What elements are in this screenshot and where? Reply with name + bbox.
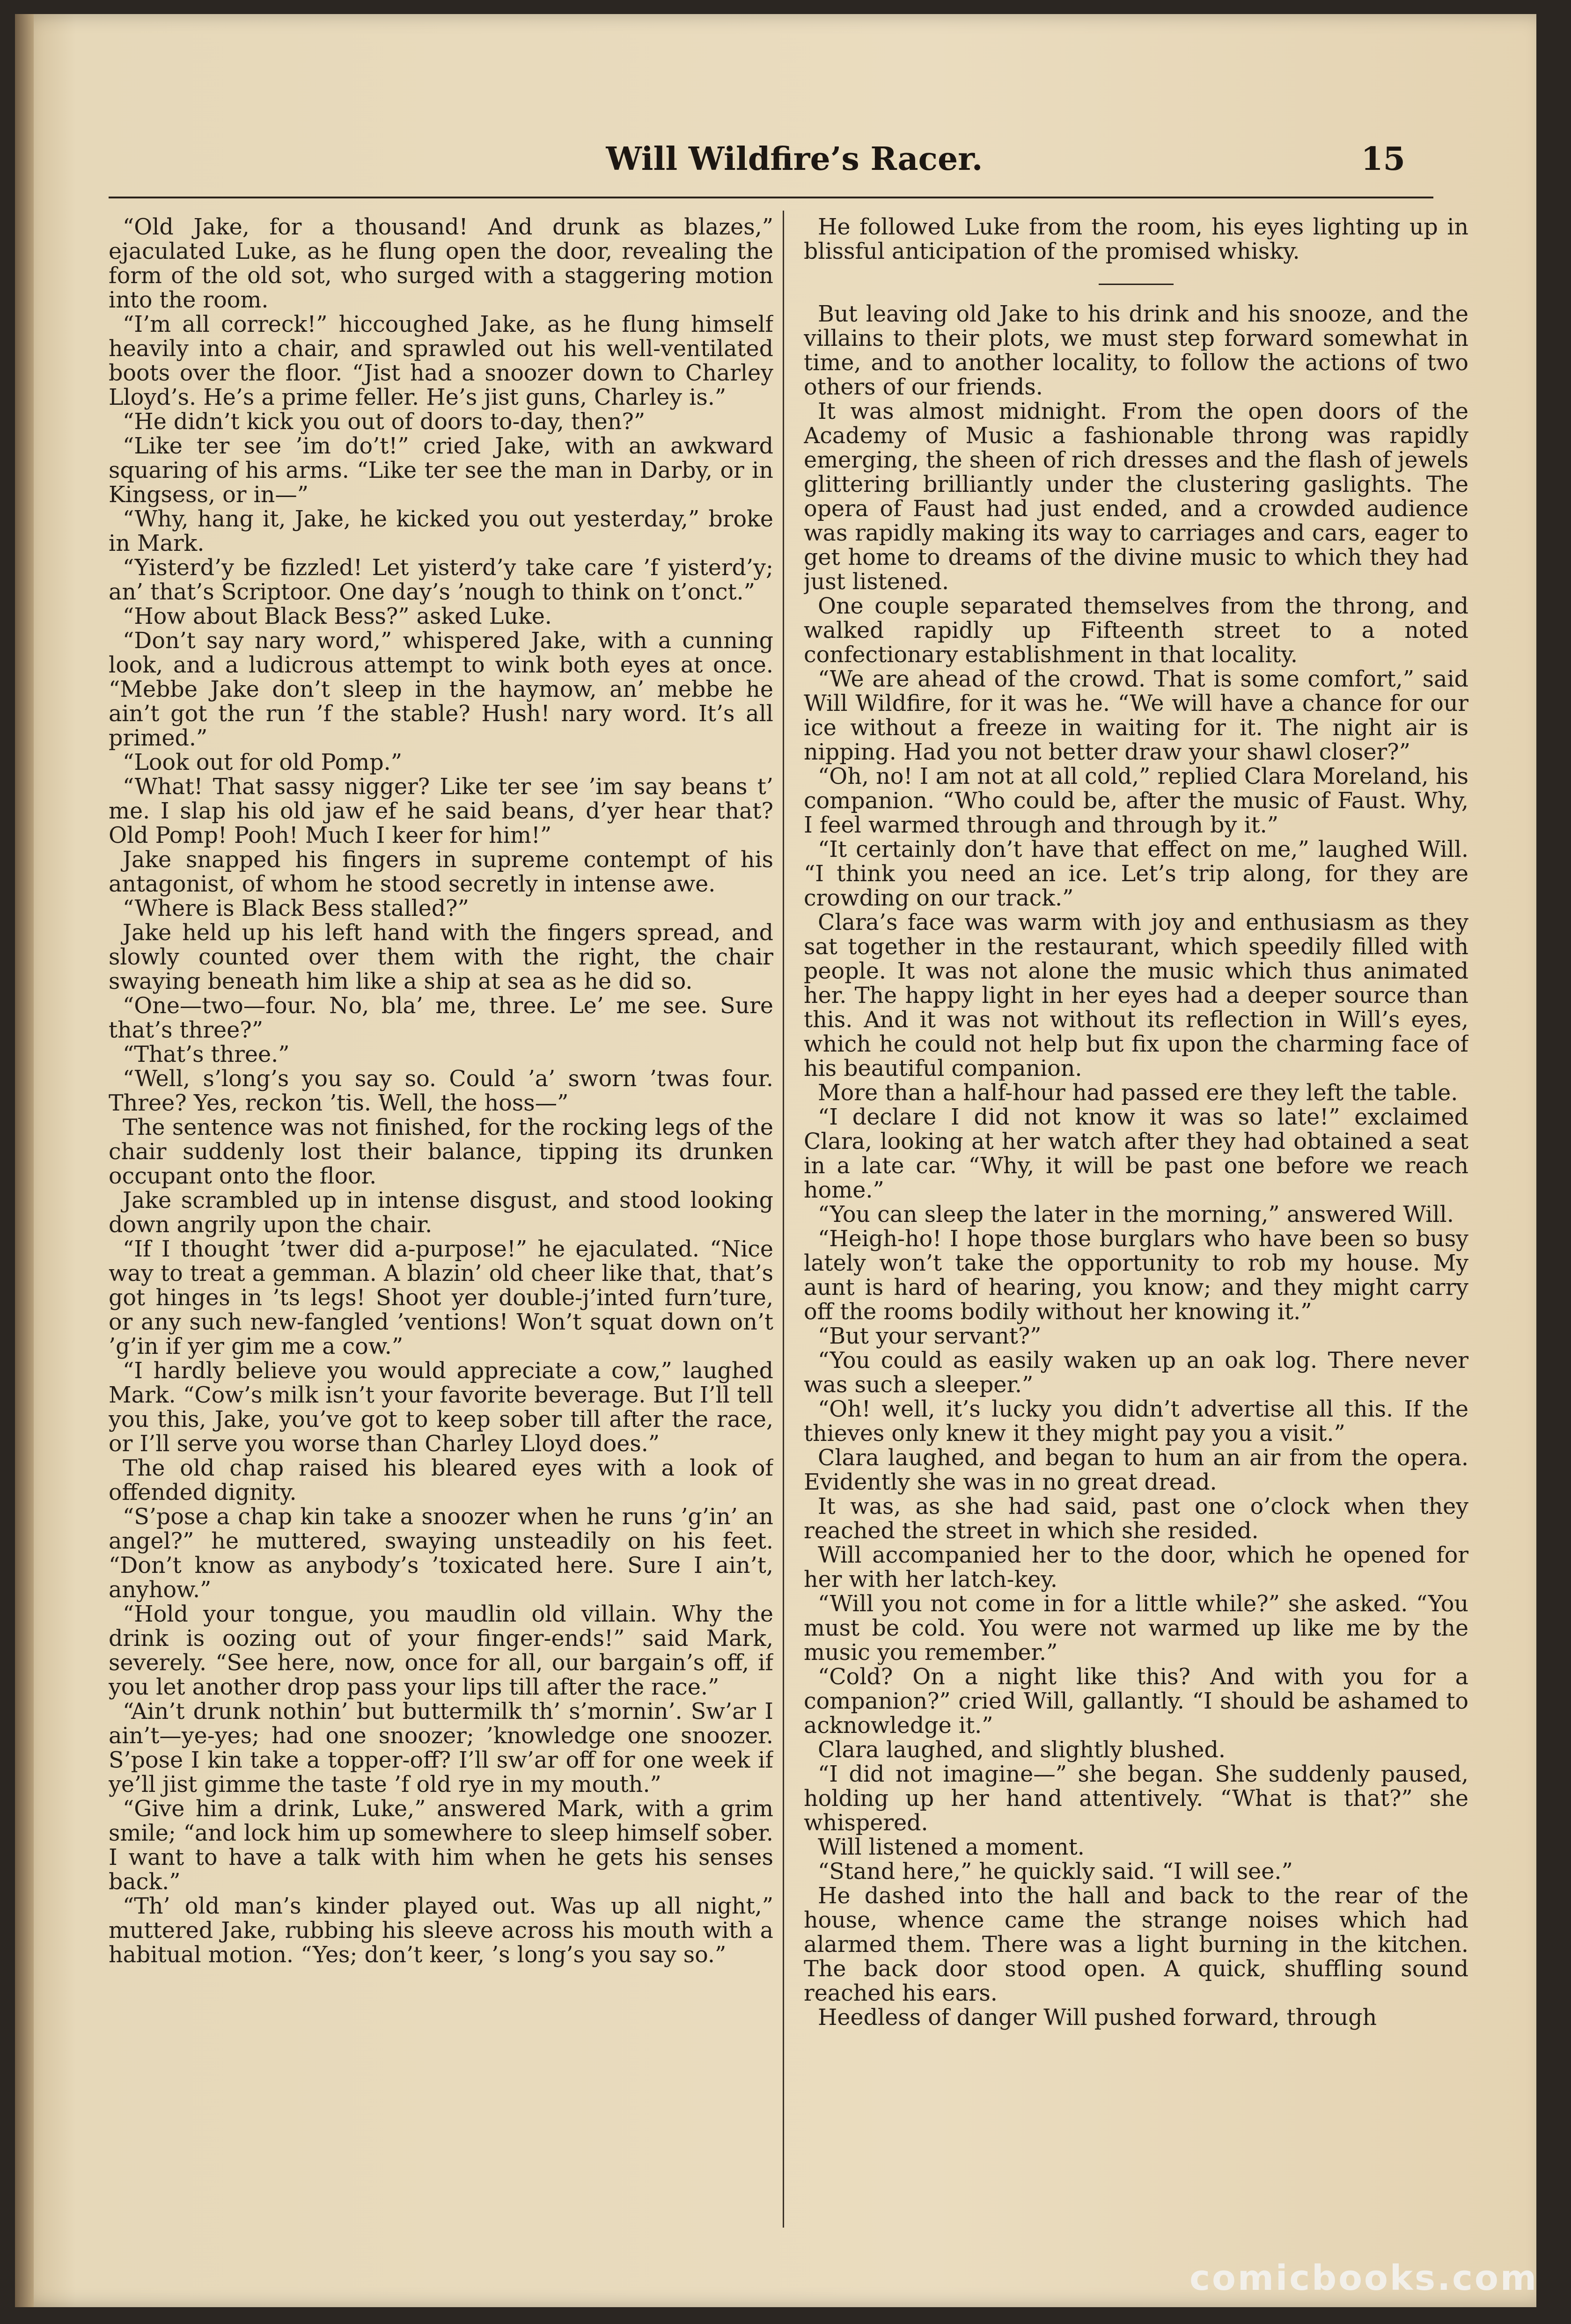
paragraph: Will accompanied her to the door, which he opened for her with her latch-key. — [804, 1542, 1468, 1593]
paragraph: “Look out for old Pomp.” — [123, 750, 403, 775]
paragraph: “Heigh-ho! I hope those burglars who have been so busy lately won’t take the opportunity to rob my house. My aunt is hard of hearing, you know; and they might carry off the rooms bodily without her knowing it.” — [804, 1226, 1468, 1325]
section-separator — [804, 270, 1468, 295]
paragraph: But leaving old Jake to his drink and his snooze, and the villains to their plots, we must step forward somewhat in time, and to another locality, to follow the actions of two others of our friends. — [804, 301, 1468, 400]
paragraph: It was, as she had said, past one o’clock when they reached the street in which she resided. — [804, 1494, 1468, 1544]
page-binding — [15, 14, 34, 2307]
paragraph: “Why, hang it, Jake, he kicked you out yesterday,” broke in Mark. — [109, 506, 773, 556]
paragraph: It was almost midnight. From the open doors of the Academy of Music a fashionable throng was rapidly emerging, the sheen of rich dresses and the flash of jewels glittering brilliantly under the clustering gaslights. The opera of Faust had just ended, and a crowded audience was rapidly making its way to carriages and cars, eager to get home to dreams of the divine music to which they had just listened. — [804, 399, 1468, 595]
column-divider — [783, 211, 784, 2228]
paragraph: “But your servant?” — [818, 1323, 1042, 1349]
paragraph: “Hold your tongue, you maudlin old villain. Why the drink is oozing out of your finger-ends!” said Mark, severely. “See here, now, once for all, our bargain’s off, if you let another drop pass your lips till after the race.” — [109, 1601, 773, 1700]
paragraph: Jake snapped his fingers in supreme contempt of his antagonist, of whom he stood secretly in intense awe. — [109, 847, 773, 897]
paragraph: Clara laughed, and began to hum an air from the opera. Evidently she was in no great dread. — [804, 1445, 1468, 1495]
running-title: Will Wildfire’s Racer. — [606, 140, 983, 178]
paragraph: “How about Black Bess?” asked Luke. — [123, 604, 552, 629]
paragraph: Jake scrambled up in intense disgust, and stood looking down angrily upon the chair. — [109, 1188, 773, 1238]
paragraph: “Stand here,” he quickly said. “I will see.” — [818, 1859, 1293, 1885]
paragraph: “What! That sassy nigger? Like ter see ’im say beans t’ me. I slap his old jaw ef he said beans, d’yer hear that? Old Pomp! Pooh! Much I keer for him!” — [109, 774, 773, 848]
paragraph: “I’m all correck!” hiccoughed Jake, as he flung himself heavily into a chair, and sprawled out his well-ventilated boots over the floor. “Jist had a snoozer down to Charley Lloyd’s. He’s a prime feller. He’s jist guns, Charley is.” — [109, 312, 773, 410]
paragraph: “One—two—four. No, bla’ me, three. Le’ me see. Sure that’s three?” — [109, 993, 773, 1043]
paragraph: “I did not imagine—” she began. She suddenly paused, holding up her hand attentively. “What is that?” she whispered. — [804, 1761, 1468, 1836]
paragraph: “Oh, no! I am not at all cold,” replied Clara Moreland, his companion. “Who could be, after the music of Faust. Why, I feel warmed through and through by it.” — [804, 764, 1468, 838]
paragraph: “You can sleep the later in the morning,” answered Will. — [818, 1202, 1454, 1228]
paragraph: The sentence was not finished, for the rocking legs of the chair suddenly lost their balance, tipping its drunken occupant onto the floor. — [109, 1115, 773, 1189]
paragraph: “It certainly don’t have that effect on me,” laughed Will. “I think you need an ice. Let’s trip along, for they are crowding on our track.” — [804, 837, 1468, 911]
paragraph: “Well, s’long’s you say so. Could ’a’ sworn ’twas four. Three? Yes, reckon ’tis. Well, the hoss—” — [109, 1066, 773, 1116]
paragraph: “Give him a drink, Luke,” answered Mark, with a grim smile; “and lock him up somewhere to sleep himself sober. I want to have a talk with him when he gets his senses back.” — [109, 1796, 773, 1895]
paragraph: “I declare I did not know it was so late!” exclaimed Clara, looking at her watch after they had obtained a seat in a late car. “Why, it will be past one before we reach home.” — [804, 1104, 1468, 1203]
paragraph: Jake held up his left hand with the fingers spread, and slowly counted over them with the right, the chair swaying beneath him like a ship at sea as he did so. — [109, 920, 773, 994]
header-rule — [109, 197, 1433, 198]
paragraph: “Like ter see ’im do’t!” cried Jake, with an awkward squaring of his arms. “Like ter see the man in Darby, or in Kingsess, or in—” — [109, 433, 773, 508]
left-column — [109, 215, 773, 2228]
paragraph: “Will you not come in for a little while?” she asked. “You must be cold. You were not warmed up like me by the music you remember.” — [804, 1591, 1468, 1666]
right-column — [804, 215, 1468, 2228]
paragraph: “Where is Black Bess stalled?” — [123, 896, 469, 921]
paragraph: “Don’t say nary word,” whispered Jake, with a cunning look, and a ludicrous attempt to wink both eyes at once. “Mebbe Jake don’t sleep in the haymow, an’ mebbe he ain’t got the run ’f the stable? Hush! nary word. It’s all primed.” — [109, 628, 773, 751]
page-number: 15 — [1361, 140, 1405, 178]
paragraph: He dashed into the hall and back to the rear of the house, whence came the strange noises which had alarmed them. There was a light burning in the kitchen. The back door stood open. A quick, shuffling sound reached his ears. — [804, 1883, 1468, 2006]
paragraph: “If I thought ’twer did a-purpose!” he ejaculated. “Nice way to treat a gemman. A blazin’ old cheer like that, that’s got hinges in ’ts legs! Shoot yer double-j’inted furn’ture, or any such new-fangled ’ventions! Won’t squat down on’t ’g’in if yer gim me a cow.” — [109, 1236, 773, 1359]
paragraph: Clara’s face was warm with joy and enthusiasm as they sat together in the restaurant, which speedily filled with people. It was not alone the music which thus animated her. The happy light in her eyes had a deeper source than this. And it was not without its reflection in Will’s eyes, which he could not help but fix upon the charming face of his beautiful companion. — [804, 910, 1468, 1082]
paragraph: “He didn’t kick you out of doors to-day, then?” — [123, 409, 646, 435]
page-header — [109, 131, 1480, 206]
watermark-text: comicbooks.com — [1189, 2258, 1538, 2298]
paragraph: Will listened a moment. — [818, 1834, 1085, 1860]
paragraph: “Th’ old man’s kinder played out. Was up all night,” muttered Jake, rubbing his sleeve across his mouth with a habitual motion. “Yes; don’t keer, ’s long’s you say so.” — [109, 1893, 773, 1968]
paragraph: Heedless of danger Will pushed forward, through — [818, 2005, 1377, 2031]
paragraph: “Oh! well, it’s lucky you didn’t advertise all this. If the thieves only knew it they might pay you a visit.” — [804, 1396, 1468, 1447]
paragraph: The old chap raised his bleared eyes with a look of offended dignity. — [109, 1455, 773, 1505]
paragraph: He followed Luke from the room, his eyes lighting up in blissful anticipation of the promised whisky. — [804, 215, 1468, 264]
magazine-page — [15, 14, 1536, 2307]
paragraph: “Yisterd’y be fizzled! Let yisterd’y take care ’f yisterd’y; an’ that’s Scriptoor. One day’s ’nough to think on t’onct.” — [109, 555, 773, 605]
paragraph: “Ain’t drunk nothin’ but buttermilk th’ s’mornin’. Sw’ar I ain’t—ye-yes; had one snoozer; ’knowledge one snoozer. S’pose I kin take a topper-off? I’ll sw’ar off for one week if ye’ll jist gimme the taste ’f old rye in my mouth.” — [109, 1699, 773, 1798]
paragraph: “We are ahead of the crowd. That is some comfort,” said Will Wildfire, for it was he. “We will have a chance for our ice without a freeze in waiting for it. The night air is nipping. Had you not better draw your shawl closer?” — [804, 666, 1468, 765]
paragraph: “I hardly believe you would appreciate a cow,” laughed Mark. “Cow’s milk isn’t your favorite beverage. But I’ll tell you this, Jake, you’ve got to keep sober till after the race, or I’ll serve you worse than Charley Lloyd does.” — [109, 1358, 773, 1457]
paragraph: Clara laughed, and slightly blushed. — [818, 1737, 1226, 1763]
paragraph: More than a half-hour had passed ere they left the table. — [818, 1080, 1458, 1106]
paragraph: “That’s three.” — [123, 1042, 290, 1067]
paragraph: “S’pose a chap kin take a snoozer when he runs ’g’in’ an angel?” he muttered, swaying unsteadily on his feet. “Don’t know as anybody’s ’toxicated here. Sure I ain’t, anyhow.” — [109, 1504, 773, 1603]
paragraph: “Old Jake, for a thousand! And drunk as blazes,” ejaculated Luke, as he flung open the door, revealing the form of the old sot, who surged with a staggering motion into the room. — [109, 215, 773, 313]
paragraph: “You could as easily waken up an oak log. There never was such a sleeper.” — [804, 1348, 1468, 1398]
paragraph: “Cold? On a night like this? And with you for a companion?” cried Will, gallantly. “I should be ashamed to acknowledge it.” — [804, 1664, 1468, 1739]
paragraph: One couple separated themselves from the throng, and walked rapidly up Fifteenth street to a noted confectionary establishment in that locality. — [804, 593, 1468, 668]
